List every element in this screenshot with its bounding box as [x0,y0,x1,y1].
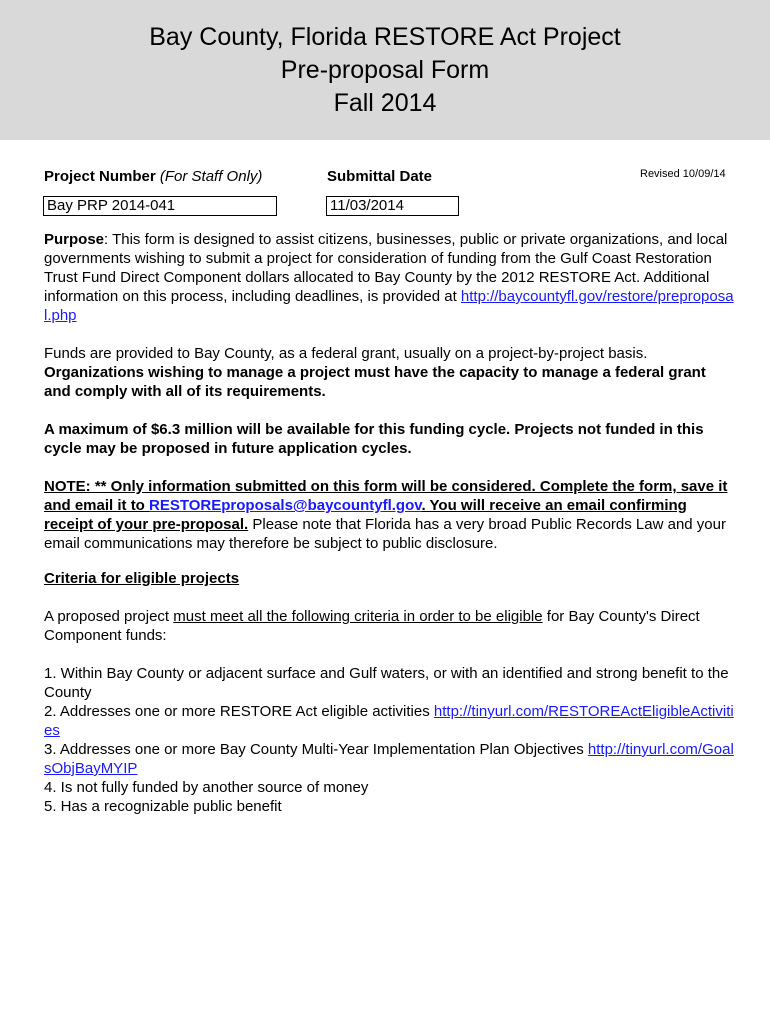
revised-date: Revised 10/09/14 [640,168,726,180]
eligible-activities-link[interactable]: http://tinyurl.com/RESTOREActEligibleActivities [44,703,734,739]
funds-paragraph: Funds are provided to Bay County, as a federal grant, usually on a project-by-project basis. Organizations wishing to manage a project must have the capacity to manage a federal grant and comply with all of its requirements. [44,345,706,400]
criteria-item-1: 1. Within Bay County or adjacent surface and Gulf waters, or with an identified and strong benefit to the County [44,665,729,701]
criteria-item-2: 2. Addresses one or more RESTORE Act eligible activities http://tinyurl.com/RESTOREActEligibleActivities [44,703,734,739]
criteria-heading: Criteria for eligible projects [44,570,240,587]
project-number-label: Project Number (For Staff Only) [44,168,263,185]
form-title-line3: Fall 2014 [333,89,437,117]
purpose-paragraph: Purpose: This form is designed to assist citizens, businesses, public or private organizations, and local governments wishing to submit a project for consideration of funding from the Gulf Coast Restoration Trust Fund Direct Component dollars allocated to Bay County by the 2012 RESTORE Act. Additional information on this process, including deadlines, is provided at http://baycountyfl.gov/restore/preproposal.php [44,231,734,324]
form-title-line1: Bay County, Florida RESTORE Act Project [149,23,621,51]
criteria-item-3: 3. Addresses one or more Bay County Multi-Year Implementation Plan Objectives http://tinyurl.com/GoalsObjBayMYIP [44,741,734,777]
restore-email-link[interactable]: RESTOREproposals@baycountyfl.gov [149,497,422,514]
purpose-label: Purpose [44,231,105,248]
form-header [0,0,770,140]
project-number-field[interactable]: Bay PRP 2014-041 [43,196,277,216]
note-paragraph: NOTE: ** Only information submitted on this form will be considered. Complete the form, save it and email it to RESTOREproposals@baycountyfl.gov. You will receive an email confirming receipt of your pre-proposal. Please note that Florida has a very broad Public Records Law and your email communications may therefore be subject to public disclosure. [44,478,728,552]
submittal-date-field[interactable]: 11/03/2014 [326,196,459,216]
submittal-date-label: Submittal Date [327,168,433,185]
myip-objectives-link[interactable]: http://tinyurl.com/GoalsObjBayMYIP [44,741,734,777]
maximum-paragraph: A maximum of $6.3 million will be available for this funding cycle. Projects not funded in this cycle may be proposed in future application cycles. [44,421,704,457]
criteria-intro: A proposed project must meet all the following criteria in order to be eligible for Bay County's Direct Component funds: [44,608,700,644]
form-body [44,230,734,816]
form-title-line2: Pre-proposal Form [280,56,490,84]
preproposal-link[interactable]: http://baycountyfl.gov/restore/preproposal.php [44,288,734,324]
criteria-item-4: 4. Is not fully funded by another source of money [44,779,369,796]
staff-only-note: (For Staff Only) [159,168,263,185]
criteria-item-5: 5. Has a recognizable public benefit [44,798,282,815]
